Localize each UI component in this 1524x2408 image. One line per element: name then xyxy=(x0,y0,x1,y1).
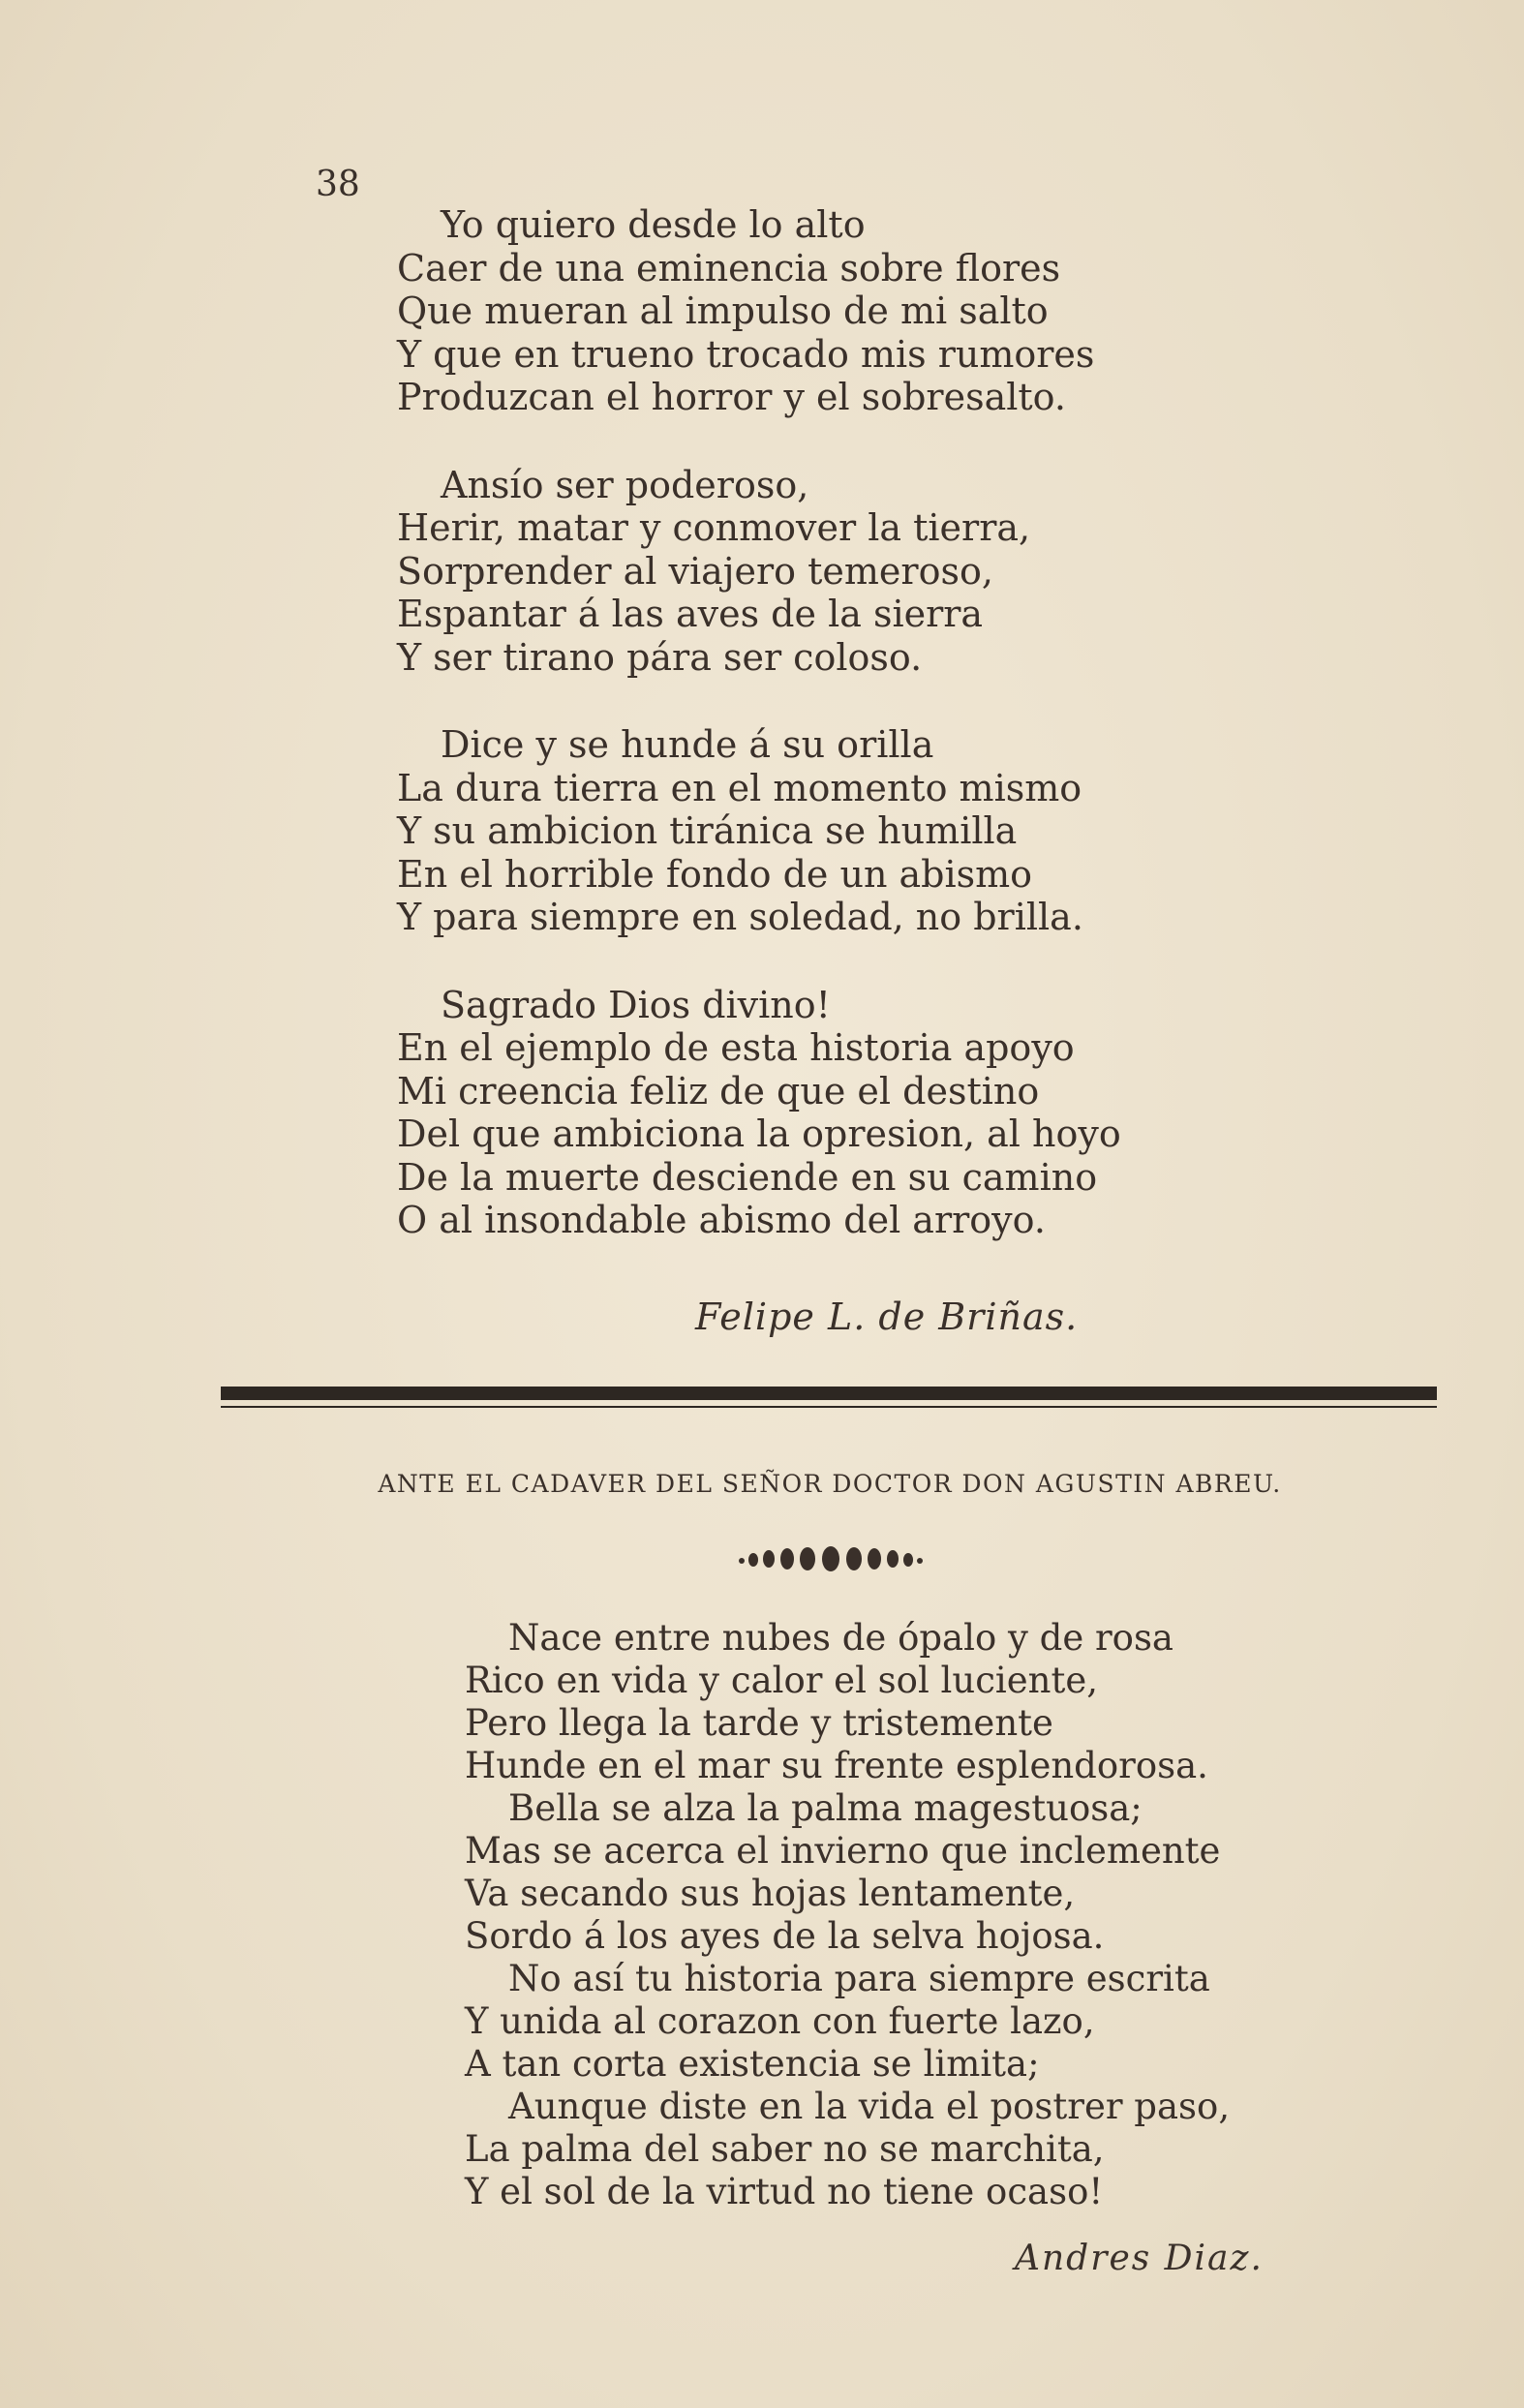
poem-line: Hunde en el mar su frente esplendorosa. xyxy=(465,1745,1208,1786)
poem-felipe-brinas xyxy=(397,203,1121,1287)
stanza-3 xyxy=(397,723,1121,939)
poem-line: Dice y se hunde á su orilla xyxy=(441,723,934,766)
poem-line: Y su ambicion tiránica se humilla xyxy=(397,809,1018,852)
poem-line: Ansío ser poderoso, xyxy=(441,463,809,506)
poem-line: Yo quiero desde lo alto xyxy=(441,203,866,246)
section-divider xyxy=(221,1387,1437,1400)
author-signature: Andres Diaz. xyxy=(1015,2239,1264,2278)
stanza-1 xyxy=(397,203,1121,419)
poem-line: Herir, matar y conmover la tierra, xyxy=(397,506,1031,549)
poem-line: Y que en trueno trocado mis rumores xyxy=(397,332,1095,376)
page-number: 38 xyxy=(316,165,360,204)
poem-line: Que mueran al impulso de mi salto xyxy=(397,290,1049,332)
poem-line: Y ser tirano pára ser coloso. xyxy=(397,635,923,679)
poem-line: Y el sol de la virtud no tiene ocaso! xyxy=(465,2171,1104,2212)
poem-line: De la muerte desciende en su camino xyxy=(397,1155,1098,1199)
poem-line: Sordo á los ayes de la selva hojosa. xyxy=(465,1915,1105,1957)
poem-line: Sorprender al viajero temeroso, xyxy=(397,549,993,593)
poem-line: Va secando sus hojas lentamente, xyxy=(465,1873,1076,1914)
poem-line: Y para siempre en soledad, no brilla. xyxy=(397,896,1083,938)
poem-line: Mi creencia feliz de que el destino xyxy=(397,1069,1040,1113)
poem-line: Espantar á las aves de la sierra xyxy=(397,593,984,635)
poem-line: Sagrado Dios divino! xyxy=(441,983,831,1026)
section-divider-thin xyxy=(221,1406,1437,1408)
poem-line: En el horrible fondo de un abismo xyxy=(397,852,1033,896)
poem-line: Y unida al corazon con fuerte lazo, xyxy=(465,2000,1095,2042)
poem-line: Aunque diste en la vida el postrer paso, xyxy=(508,2086,1231,2127)
poem-line: La palma del saber no se marchita, xyxy=(465,2128,1105,2170)
poem-line: Rico en vida y calor el sol luciente, xyxy=(465,1660,1099,1701)
poem-line: Bella se alza la palma magestuosa; xyxy=(508,1787,1143,1829)
poem-line: Mas se acerca el invierno que inclemente xyxy=(465,1830,1221,1872)
poem-line: Caer de una eminencia sobre flores xyxy=(397,246,1061,290)
stanza-2 xyxy=(397,464,1121,680)
poem-line: Produzcan el horror y el sobresalto. xyxy=(397,376,1066,418)
poem-line: Pero llega la tarde y tristemente xyxy=(465,1702,1053,1744)
poem-line: No así tu historia para siempre escrita xyxy=(508,1958,1210,1999)
sonnet-andres-diaz xyxy=(465,1617,1230,2213)
poem-line: A tan corta existencia se limita; xyxy=(465,2043,1040,2085)
poem-line: La dura tierra en el momento mismo xyxy=(397,766,1082,809)
poem-title: ANTE EL CADAVER DEL SEÑOR DOCTOR DON AGUSTIN ABREU. xyxy=(378,1470,1282,1498)
poem-line: O al insondable abismo del arroyo. xyxy=(397,1199,1046,1241)
poem-line: Del que ambiciona la opresion, al hoyo xyxy=(397,1113,1121,1155)
stanza-4 xyxy=(397,984,1121,1242)
ornament-icon xyxy=(734,1545,928,1572)
poem-line: En el ejemplo de esta historia apoyo xyxy=(397,1026,1075,1069)
author-signature: Felipe L. de Briñas. xyxy=(695,1295,1079,1338)
poem-line: Nace entre nubes de ópalo y de rosa xyxy=(508,1617,1173,1659)
